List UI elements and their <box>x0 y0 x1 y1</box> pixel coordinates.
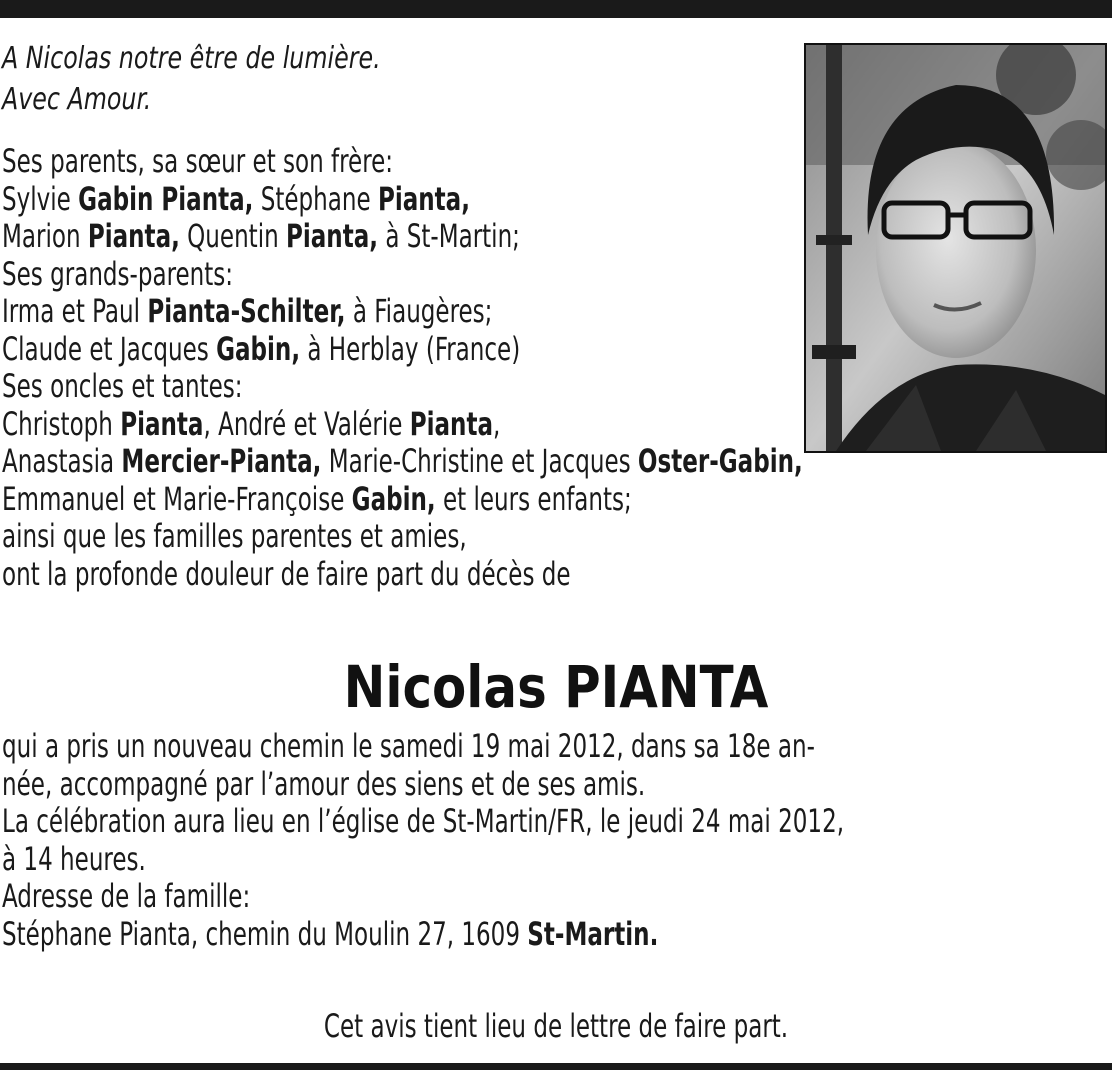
given-name: Claude et Jacques <box>2 329 217 368</box>
given-name: Marion <box>2 217 88 255</box>
grandparents-heading: Ses grands-parents: <box>2 254 234 293</box>
surname: Mercier-Pianta, <box>121 442 322 480</box>
given-name: Sylvie <box>2 179 79 218</box>
address-heading: Adresse de la famille: <box>2 877 251 915</box>
surname: Oster-Gabin, <box>637 442 803 480</box>
surname: Pianta, <box>286 217 378 255</box>
surname: Gabin, <box>216 329 301 368</box>
uncles-line-3 <box>2 481 803 519</box>
place: à Herblay (France) <box>300 329 521 368</box>
address-text: Stéphane Pianta, chemin du Moulin 27, 1609 <box>2 914 528 953</box>
given-name: Quentin <box>179 217 286 255</box>
details-line-1: qui a pris un nouveau chemin le samedi 19 mai 2012, dans sa 18e an- <box>2 727 815 765</box>
given-name: , André et Valérie <box>203 404 410 443</box>
parents-line-2 <box>2 218 803 256</box>
surname: Gabin Pianta, <box>78 179 254 218</box>
uncles-line-2 <box>2 443 803 481</box>
surname: Gabin, <box>351 479 436 518</box>
uncles-line-1 <box>2 406 803 444</box>
details <box>2 728 844 953</box>
deceased-name: Nicolas PIANTA <box>343 653 769 721</box>
details-line-4: à 14 heures. <box>2 839 146 878</box>
surname: Pianta <box>120 404 204 443</box>
footer-note: Cet avis tient lieu de lettre de faire part. <box>323 1007 789 1045</box>
surname: Pianta, <box>377 179 470 218</box>
surname: Pianta, <box>87 217 180 255</box>
portrait-photo <box>804 43 1107 453</box>
grandparents-line-1 <box>2 293 803 331</box>
parents-heading: Ses parents, sa sœur et son frère: <box>2 142 394 180</box>
grandparents-line-2 <box>2 331 803 369</box>
surname: Pianta-Schilter, <box>147 292 346 330</box>
surname: Pianta <box>409 404 493 443</box>
top-rule <box>0 0 1112 18</box>
parents-line-1 <box>2 181 803 219</box>
place: à Fiaugères; <box>345 292 493 330</box>
given-name: Anastasia <box>2 442 122 480</box>
family-list <box>2 143 803 593</box>
uncles-heading: Ses oncles et tantes: <box>2 367 243 405</box>
dedication-line-2: Avec Amour. <box>2 82 152 117</box>
place: à St-Martin; <box>378 217 520 255</box>
given-name: Emmanuel et Marie-Françoise <box>2 479 352 518</box>
suffix: et leurs enfants; <box>435 479 632 518</box>
given-name: Marie-Christine et Jacques <box>321 442 638 480</box>
families-line: ainsi que les familles parentes et amies, <box>2 517 467 555</box>
given-name: Stéphane <box>253 179 378 218</box>
address-city: St-Martin. <box>527 914 659 953</box>
punctuation: , <box>493 404 501 443</box>
details-line-3: La célébration aura lieu en l’église de St-Martin/FR, le jeudi 24 mai 2012, <box>2 802 845 840</box>
dedication-line-1: A Nicolas notre être de lumière. <box>2 41 381 76</box>
announcement-line: ont la profonde douleur de faire part du décès de <box>2 554 571 593</box>
address-line <box>2 916 844 954</box>
given-name: Christoph <box>2 404 121 443</box>
dedication <box>2 38 381 120</box>
bottom-rule <box>0 1063 1112 1070</box>
details-line-2: née, accompagné par l’amour des siens et de ses amis. <box>2 764 646 803</box>
given-name: Irma et Paul <box>2 292 148 330</box>
